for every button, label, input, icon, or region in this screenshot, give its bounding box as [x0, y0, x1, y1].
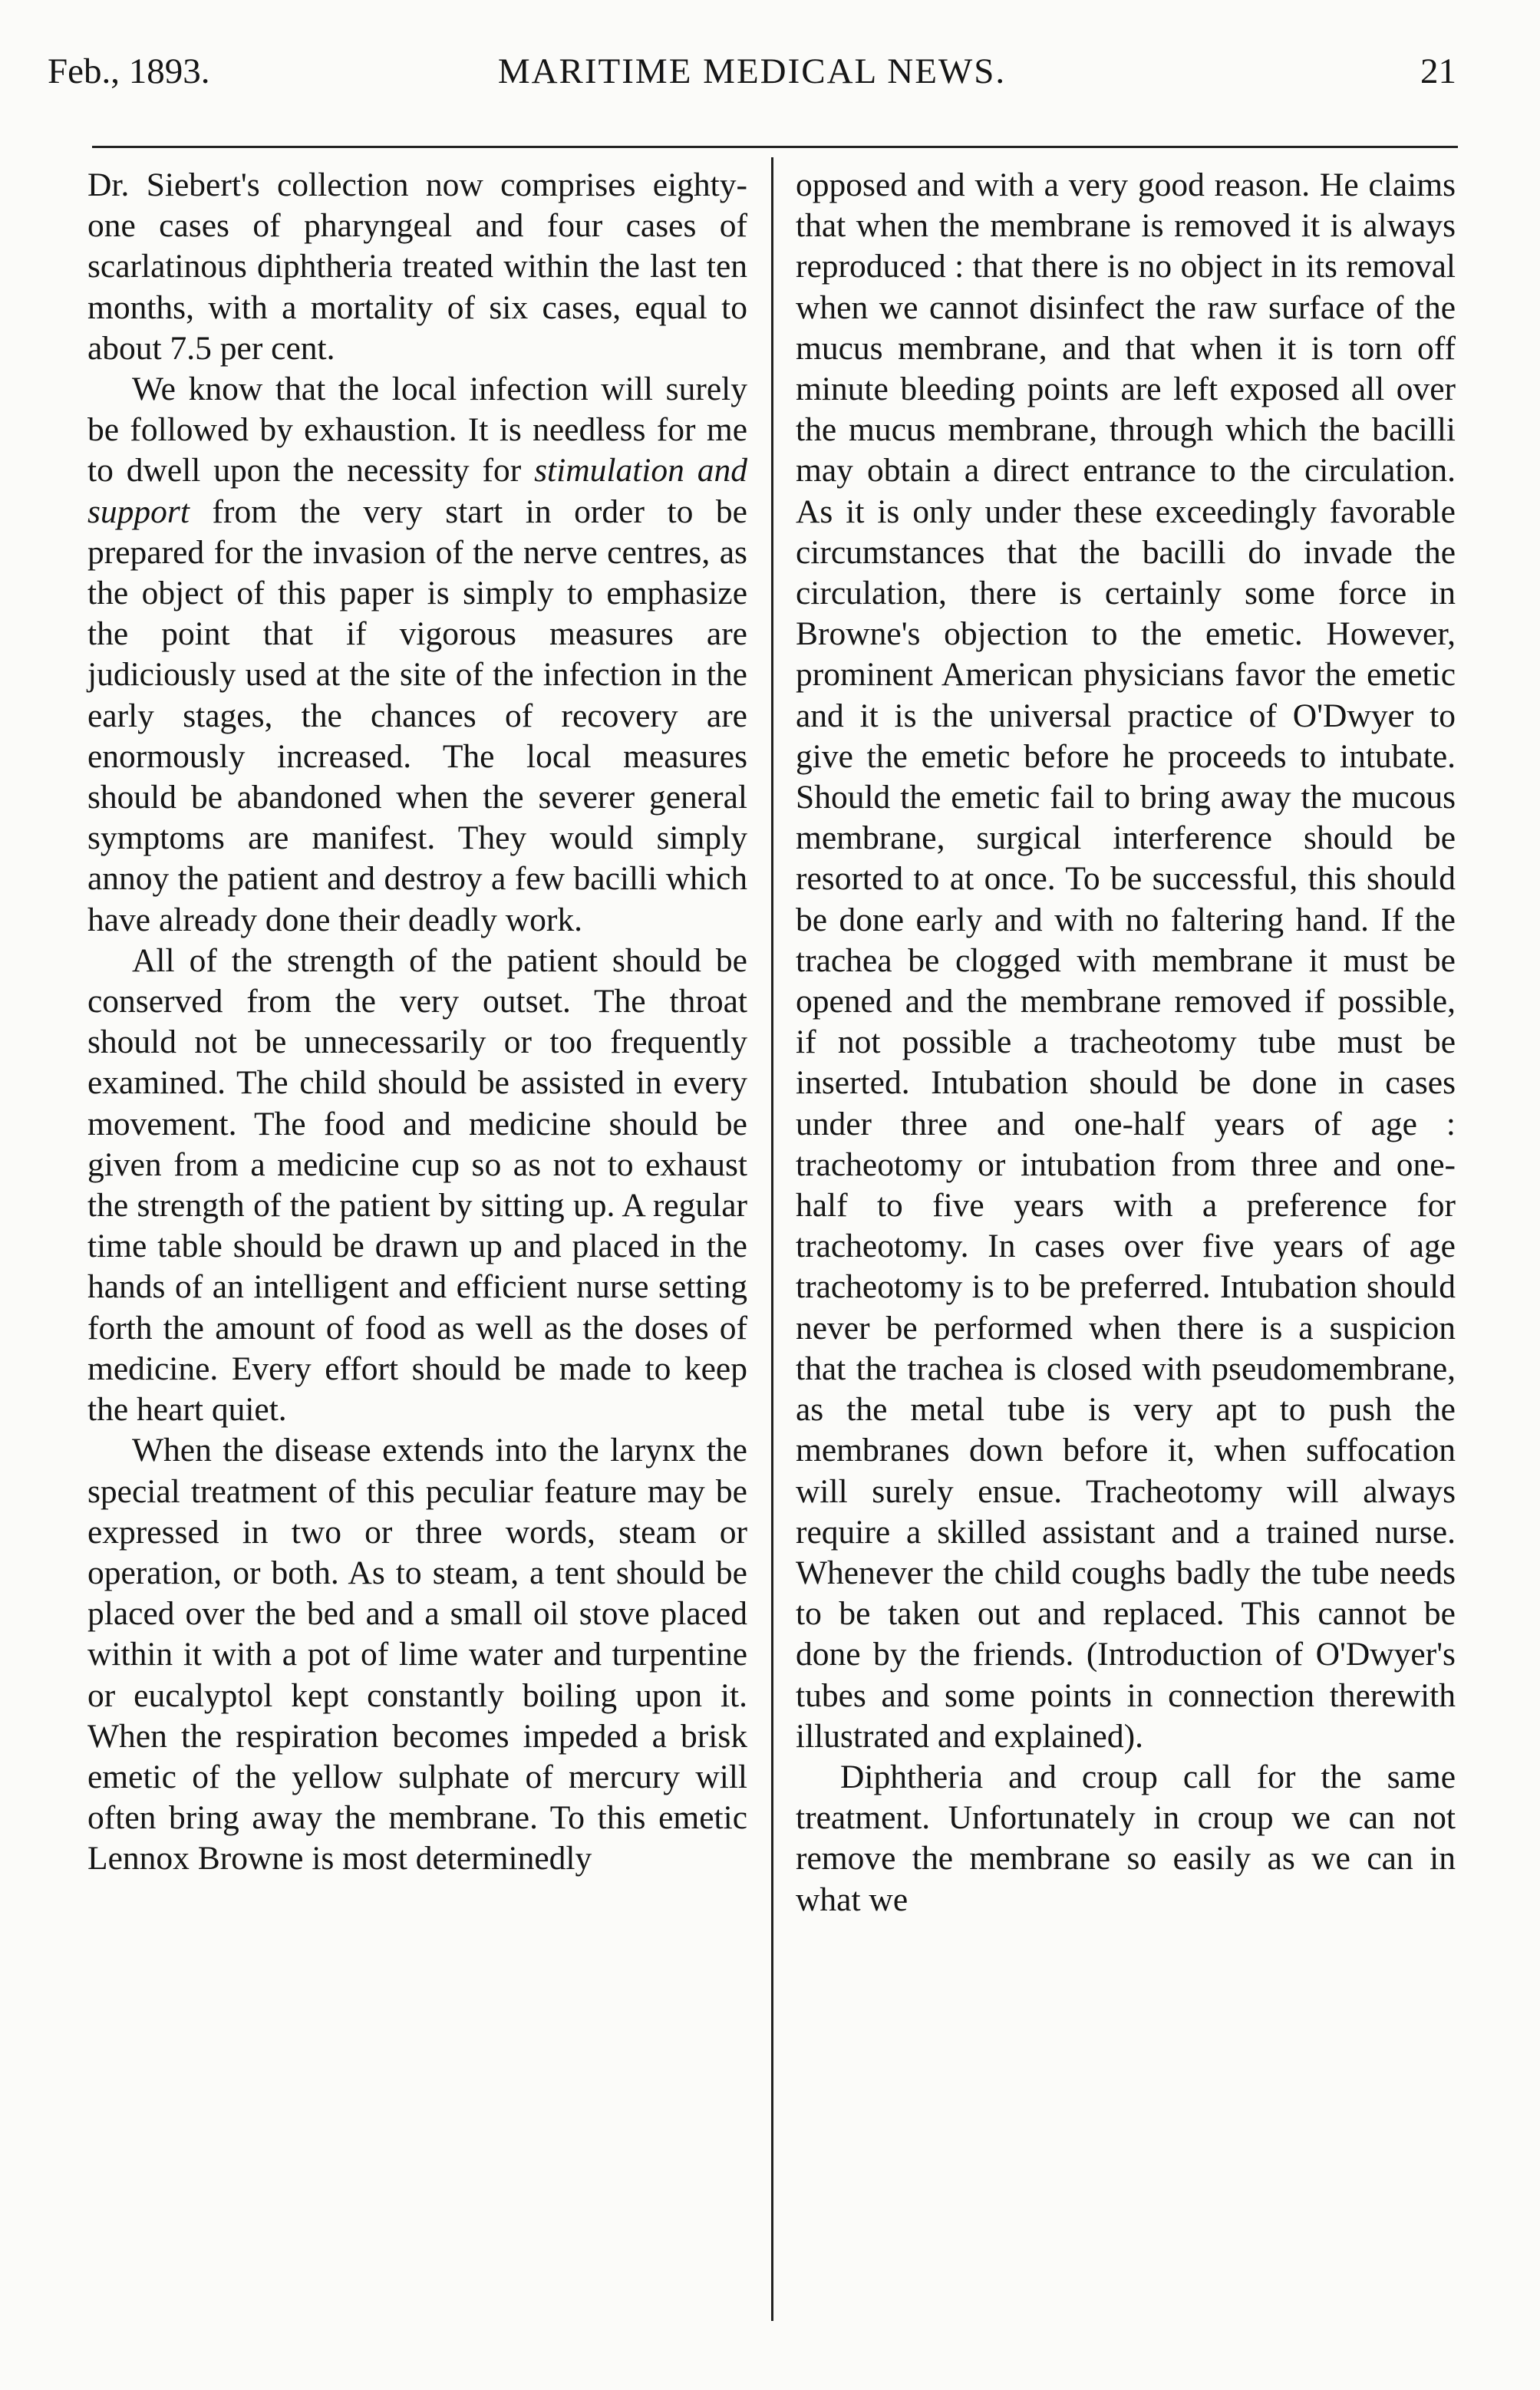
right-column — [796, 165, 1456, 1920]
page-header — [48, 37, 1456, 106]
column-divider — [771, 157, 773, 2321]
paragraph: Diphtheria and croup call for the same treatment. Unfortunately in croup we can not remove the membrane so easily as we can in what we — [796, 1758, 1456, 1918]
paragraph-text: from the very start in order to be prepared for the invasion of the nerve centres, as the object of this paper is simply to emphasize the point that if vigorous measures are judiciously used at the site of the infection in the early stages, the chances of recovery are enormously increased. The local measures should be abandoned when the severer general symptoms are manifest. They would simply annoy the patient and destroy a few bacilli which have already done their deadly work. — [87, 493, 747, 938]
issue-date: Feb., 1893. — [48, 51, 210, 91]
paragraph-text: We know that the local infection will surely be followed by exhaustion. It is needless for me to dwell upon the necessity for — [87, 371, 747, 490]
journal-title: MARITIME MEDICAL NEWS. — [497, 51, 1007, 91]
paragraph: opposed and with a very good reason. He claims that when the membrane is removed it is always reproduced : that there is no object in its removal when we cannot disinfect the raw surface of the mucus membrane, and that when it is torn off minute bleeding points are left exposed all over the mucus membrane, through which the bacilli may obtain a direct entrance to the circulation. As it is only under these exceedingly favorable circumstances that the bacilli do invade the circulation, there is certainly some force in Browne's objection to the emetic. However, prominent American physicians favor the emetic and it is the universal practice of O'Dwyer to give the emetic before he proceeds to intubate. Should the emetic fail to bring away the mucous membrane, surgical interference should be resorted to at once. To be successful, this should be done early and with no faltering hand. If the trachea be clogged with membrane it must be opened and the membrane removed if possible, if not possible a tracheotomy tube must be inserted. Intubation should be done in cases under three and one-half years of age : tracheotomy or intubation from three and one-half to five years with a preference for tracheotomy. In cases over five years of age tracheotomy is to be preferred. Intubation should never be performed when there is a suspicion that the trachea is closed with pseudomembrane, as the metal tube is very apt to push the membranes down before it, when suffocation will surely ensue. Tracheotomy will always require a skilled assistant and a trained nurse. Whenever the child coughs badly the tube needs to be taken out and replaced. This cannot be done by the friends. (Introduction of O'Dwyer's tubes and some points in connection therewith illustrated and explained). — [796, 166, 1456, 1755]
emphasis-text: stimulation and support — [87, 452, 747, 530]
paragraph — [87, 369, 747, 941]
paragraph: All of the strength of the patient should be conserved from the very outset. The throat should not be unnecessarily or too frequently examined. The child should be assisted in every movement. The food and medicine should be given from a medicine cup so as not to exhaust the strength of the patient by sitting up. A regular time table should be drawn up and placed in the hands of an intelligent and efficient nurse setting forth the amount of food as well as the doses of medicine. Every effort should be made to keep the heart quiet. — [87, 941, 747, 1429]
left-column — [87, 165, 747, 1880]
page-number: 21 — [1420, 51, 1456, 91]
header-rule — [92, 146, 1458, 148]
paragraph: When the disease extends into the larynx the special treatment of this peculiar feature may be expressed in two or three words, steam or operation, or both. As to steam, a tent should be placed over the bed and a small oil stove placed within it with a pot of lime water and turpentine or eucalyptol kept constantly boiling upon it. When the respiration becomes impeded a brisk emetic of the yellow sulphate of mercury will often bring away the membrane. To this emetic Lennox Browne is most determinedly — [87, 1432, 747, 1877]
paragraph: Dr. Siebert's collection now comprises eighty-one cases of pharyngeal and four cases of scarlatinous diphtheria treated within the last ten months, with a mortality of six cases, equal to about 7.5 per cent. — [87, 166, 747, 367]
